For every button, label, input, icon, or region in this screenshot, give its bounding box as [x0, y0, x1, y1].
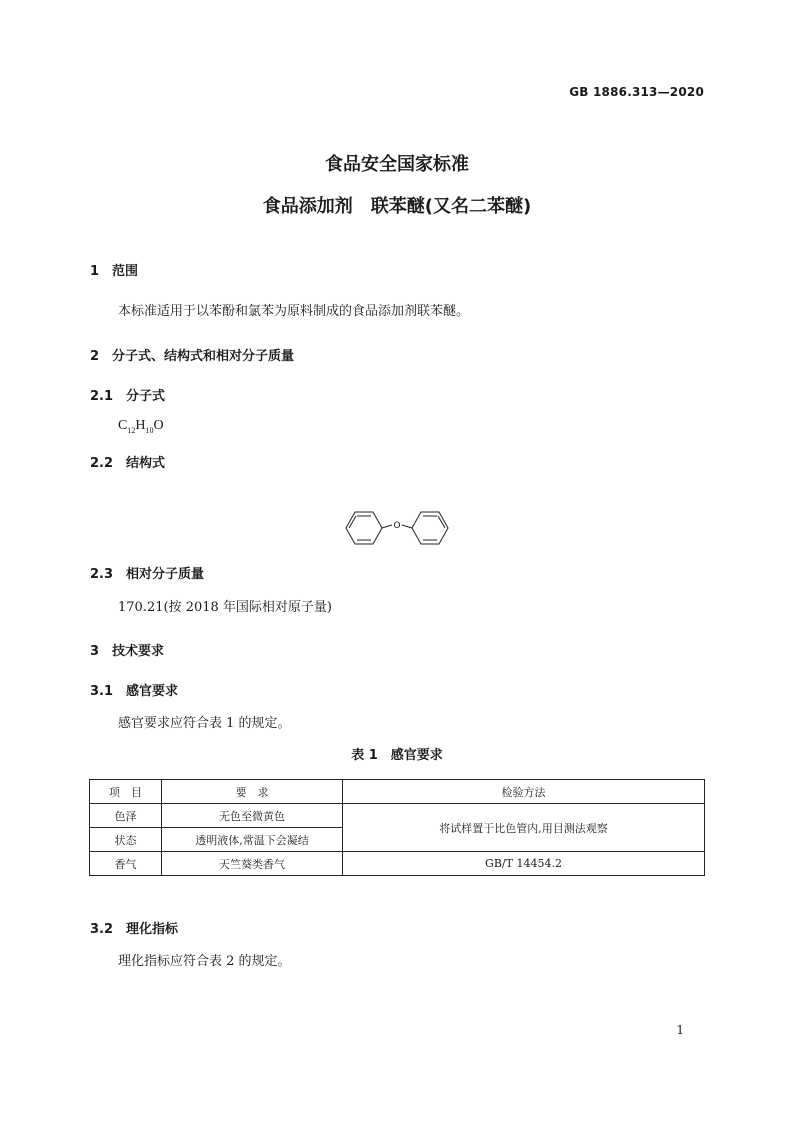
requirement-cell: 天竺葵类香气: [162, 852, 343, 876]
item-cell: 色泽: [90, 804, 162, 828]
right-ether-bond: [402, 525, 412, 528]
method-cell-merged: 将试样置于比色管内,用目测法观察: [343, 804, 705, 852]
section-3-1-text: 感官要求应符合表 1 的规定。: [118, 716, 291, 731]
section-1-text: 本标准适用于以苯酚和氯苯为原料制成的食品添加剂联苯醚。: [118, 304, 470, 319]
table-header-row: [90, 780, 705, 804]
standard-number: GB 1886.313—2020: [569, 85, 704, 99]
section-2-heading: 2 分子式、结构式和相对分子质量: [90, 349, 295, 364]
section-2-2-heading: 2.2 结构式: [90, 456, 166, 471]
section-2-1-heading: 2.1 分子式: [90, 389, 166, 404]
structural-formula: [345, 508, 449, 548]
section-3-1-heading: 3.1 感官要求: [90, 684, 179, 699]
section-3-heading: 3 技术要求: [90, 644, 165, 659]
table-1-caption: 表 1 感官要求: [351, 748, 443, 763]
section-2-3-text: 170.21(按 2018 年国际相对原子量): [118, 600, 332, 615]
header-method: 检验方法: [343, 780, 705, 804]
method-cell: GB/T 14454.2: [343, 852, 705, 876]
table-row: [90, 852, 705, 876]
item-cell: 香气: [90, 852, 162, 876]
section-3-2-heading: 3.2 理化指标: [90, 922, 179, 937]
header-requirement: 要 求: [162, 780, 343, 804]
page-number: 1: [676, 1023, 684, 1037]
document-subtitle: 食品添加剂 联苯醚(又名二苯醚): [262, 196, 532, 217]
molecular-formula: $C_{12}H_{10}O$: [118, 418, 164, 435]
header-item: 项 目: [90, 780, 162, 804]
oxygen-atom-label: O: [393, 521, 401, 531]
section-3-2-text: 理化指标应符合表 2 的规定。: [118, 954, 291, 969]
left-benzene-ring: [346, 512, 382, 544]
right-benzene-ring: [412, 512, 448, 544]
requirement-cell: 无色至微黄色: [162, 804, 343, 828]
item-cell: 状态: [90, 828, 162, 852]
section-2-3-heading: 2.3 相对分子质量: [90, 567, 205, 582]
requirement-cell: 透明液体,常温下会凝结: [162, 828, 343, 852]
section-1-heading: 1 范围: [90, 264, 139, 279]
left-ether-bond: [382, 525, 392, 528]
sensory-requirements-table: [89, 779, 705, 876]
table-row: [90, 804, 705, 828]
document-title: 食品安全国家标准: [325, 154, 469, 175]
